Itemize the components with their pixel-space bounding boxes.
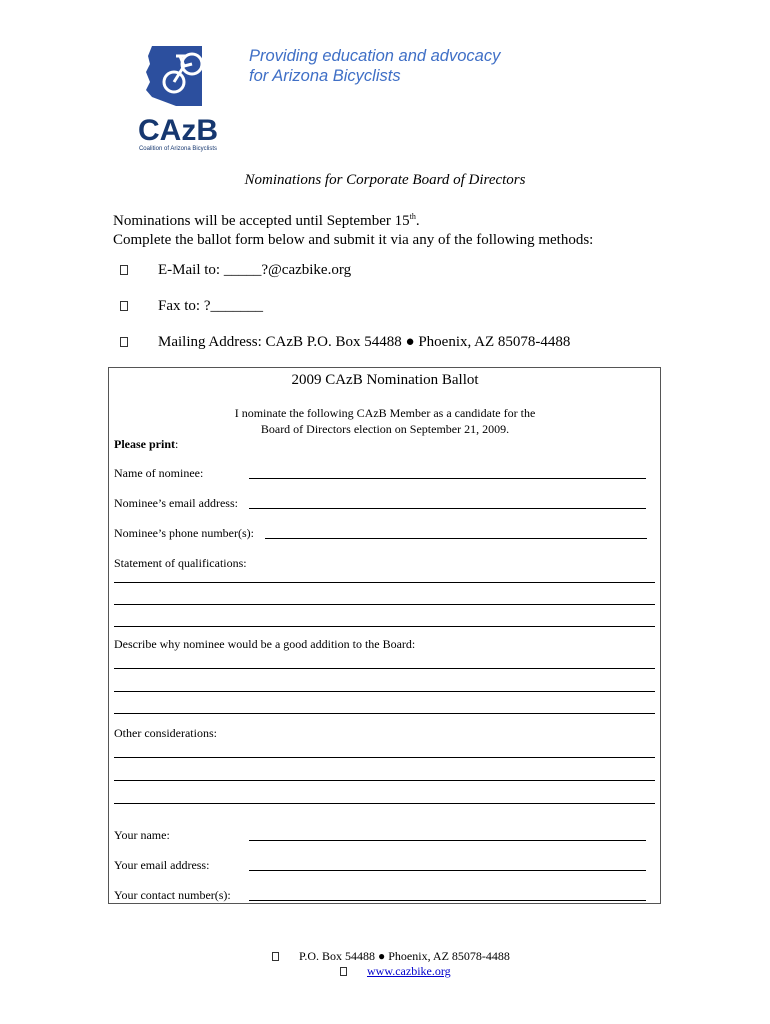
tagline-line-1: Providing education and advocacy [249,47,501,65]
other-line-1[interactable] [114,757,655,758]
other-line-2[interactable] [114,780,655,781]
why-good-label: Describe why nominee would be a good addition to the Board: [114,637,416,651]
website-link[interactable]: www.cazbike.org [367,964,451,978]
why-good-line-1[interactable] [114,668,655,669]
logo-text: CAzB [138,114,218,147]
footer-address: P.O. Box 54488 ● Phoenix, AZ 85078-4488 [272,949,510,964]
why-good-line-2[interactable] [114,691,655,692]
nominee-email-label: Nominee’s email address: [114,496,238,510]
bullet-icon [120,337,128,347]
your-email-field[interactable] [249,870,646,871]
footer-website [340,964,451,979]
ballot-box [108,367,661,904]
tagline [249,46,500,86]
logo-subtext: Coalition of Arizona Bicyclists [138,146,218,152]
please-print-label: Please print: [114,437,179,451]
nominee-email-field[interactable] [249,508,646,509]
nominee-phone-label: Nominee’s phone number(s): [114,526,254,540]
qualifications-label: Statement of qualifications: [114,556,247,570]
document-title: Nominations for Corporate Board of Directors [244,172,526,188]
instructions-line: Complete the ballot form below and submit it via any of the following methods: [113,232,594,248]
bullet-icon [340,967,347,976]
your-contact-field[interactable] [249,900,646,901]
your-email-label: Your email address: [114,858,210,872]
qualifications-line-2[interactable] [114,604,655,605]
bullet-icon [272,952,279,961]
intro-text [113,207,593,250]
other-considerations-label: Other considerations: [114,726,217,740]
qualifications-line-1[interactable] [114,582,655,583]
deadline-line: Nominations will be accepted until September 15th. [113,212,420,229]
bullet-icon [120,301,128,311]
your-contact-label: Your contact number(s): [114,888,231,902]
nominee-name-label: Name of nominee: [114,466,204,480]
your-name-field[interactable] [249,840,646,841]
why-good-line-3[interactable] [114,713,655,714]
tagline-line-2: for Arizona Bicyclists [249,67,401,85]
arizona-bicycle-icon [132,42,224,154]
qualifications-line-3[interactable] [114,626,655,627]
ballot-title: 2009 CAzB Nomination Ballot [291,372,479,388]
other-line-3[interactable] [114,803,655,804]
ballot-subtitle: I nominate the following CAzB Member as a candidate for the Board of Directors election on September 21, 2009. [234,406,536,436]
cazb-logo [132,42,224,154]
your-name-label: Your name: [114,828,170,842]
nominee-phone-field[interactable] [265,538,647,539]
bullet-icon [120,265,128,275]
nominee-name-field[interactable] [249,478,646,479]
